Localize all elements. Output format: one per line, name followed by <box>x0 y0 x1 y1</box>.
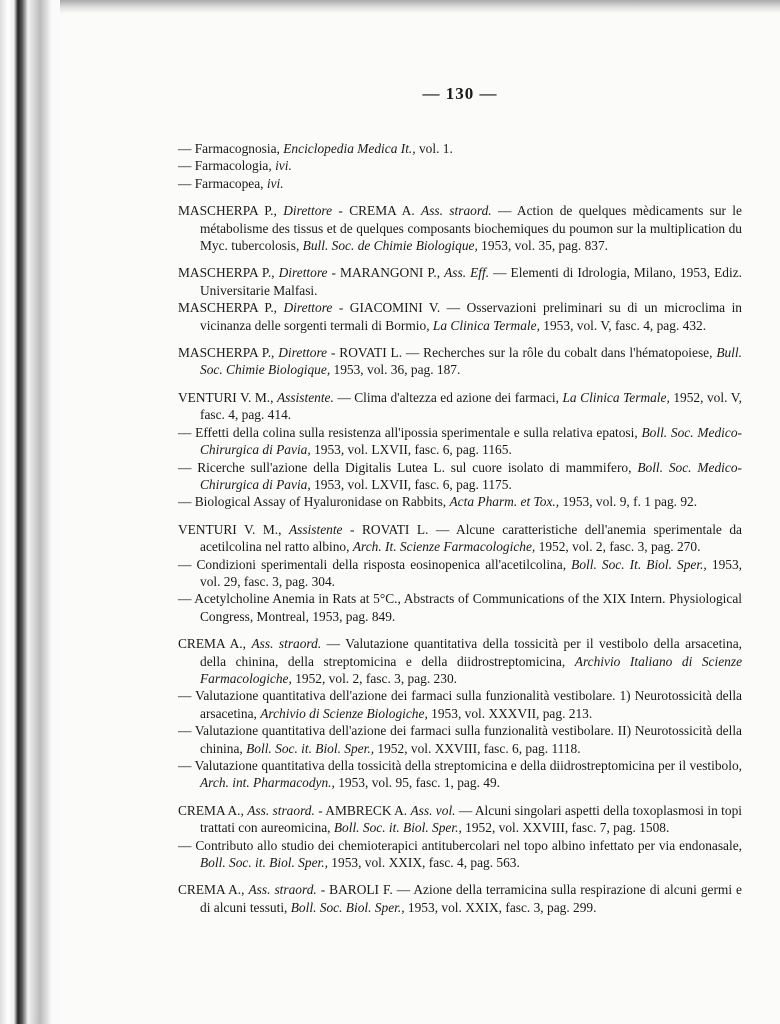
entry-text: — Alcuni singolari aspetti della toxoplasmosi in topi trattati con aureomicina, <box>200 802 742 836</box>
bibliography-group <box>178 635 742 792</box>
italic-text: Ass. straord. <box>248 882 317 898</box>
italic-text: Ass. straord. <box>421 203 492 219</box>
bibliography-entry <box>178 521 742 556</box>
italic-text: Enciclopedia Medica It., <box>283 141 416 156</box>
entry-text: VENTURI V. M., <box>178 521 289 537</box>
entry-text: - MARANGONI P., <box>327 265 445 281</box>
entry-text: vol. 1. <box>415 141 453 156</box>
italic-text: Ass. vol. <box>410 802 456 818</box>
bibliography-entry <box>178 389 742 424</box>
entry-text: 1953, vol. XXIX, fasc. 3, pag. 299. <box>404 899 597 915</box>
italic-text: Bull. Soc. Chimie Biologique, <box>200 345 742 378</box>
italic-text: Arch. It. Scienze Farmacologiche, <box>352 539 536 555</box>
entry-text: CREMA A., <box>178 636 252 652</box>
bibliography-entry <box>178 157 742 174</box>
italic-text: Direttore <box>278 265 328 281</box>
entry-text: — Biological Assay of Hyaluronidase on Rabbits, <box>178 494 450 510</box>
italic-text: Acta Pharm. et Tox., <box>449 494 560 510</box>
entry-text: — Contributo allo studio dei chemioterapici antitubercolari nel topo albino infettato per via endonasale, <box>178 837 742 853</box>
bibliography-entry <box>178 802 742 837</box>
bibliography-group <box>178 389 742 511</box>
bibliography-group <box>178 521 742 625</box>
entry-text: - ROVATI L. — Alcune caratteristiche dell'anemia sperimentale da acetilcolina nel ratto albino, <box>200 521 742 555</box>
bibliography-list <box>178 140 742 926</box>
entry-text: 1953, vol. 95, fasc. 1, pag. 49. <box>334 775 501 791</box>
italic-text: Boll. Soc. It. Biol. Sper., <box>571 556 707 572</box>
entry-text: — Acetylcholine Anemia in Rats at 5°C., Abstracts of Communications of the XIX Intern. Physiological Congress, Montreal, 1953, pag. 849. <box>178 591 742 624</box>
italic-text: Ass. straord. <box>251 636 322 652</box>
entry-text: MASCHERPA P., <box>178 203 284 219</box>
bibliography-entry <box>178 424 742 459</box>
italic-text: Bull. Soc. de Chimie Biologique, <box>302 238 478 254</box>
entry-text: 1953, vol. LXVII, fasc. 6, pag. 1165. <box>310 442 512 458</box>
bibliography-entry <box>178 881 742 916</box>
entry-text: 1953, vol. XXXVII, pag. 213. <box>427 705 593 721</box>
entry-text: 1952, vol. 2, fasc. 3, pag. 230. <box>291 670 457 686</box>
entry-text: 1953, vol. 36, pag. 187. <box>330 362 461 378</box>
italic-text: Direttore <box>283 300 333 316</box>
entry-text: - AMBRECK A. <box>314 802 411 818</box>
bibliography-entry <box>178 837 742 872</box>
italic-text: La Clinica Termale, <box>562 389 670 405</box>
italic-text: Archivio Italiano di Scienze Farmacologiche, <box>200 653 743 686</box>
entry-text: 1953, vol. V, fasc. 4, pag. 432. <box>539 317 707 333</box>
entry-text: CREMA A., <box>178 882 249 898</box>
entry-text: 1952, vol. XXVIII, fasc. 7, pag. 1508. <box>461 820 670 836</box>
entry-text: — Valutazione quantitativa dell'azione dei farmaci sulla funzionalità vestibolare. 1) Neurotossicità della arsacetina, <box>178 688 742 721</box>
italic-text: La Clinica Termale, <box>432 317 540 333</box>
italic-text: Archivio di Scienze Biologiche, <box>260 705 428 721</box>
italic-text: Direttore <box>278 345 328 361</box>
bibliography-entry <box>178 635 742 687</box>
italic-text: Assistente. <box>276 389 334 405</box>
entry-text: — Valutazione quantitativa dell'azione dei farmaci sulla funzionalità vestibolare. II) Neurotossicità della chinina, <box>178 723 742 756</box>
italic-text: ivi. <box>266 175 284 191</box>
bibliography-group <box>178 140 742 192</box>
bibliography-entry <box>178 299 742 334</box>
entry-text: 1953, vol. LXVII, fasc. 6, pag. 1175. <box>310 476 512 492</box>
italic-text: Boll. Soc. it. Biol. Sper., <box>246 740 375 756</box>
entry-text: — Valutazione quantitativa della tossicità per il vestibolo della arsacetina, della chinina, della streptomicina e della diidrostreptomicina, <box>200 636 743 669</box>
italic-text: Boll. Soc. Medico-Chirurgica di Pavia, <box>200 424 742 458</box>
entry-text: — Ricerche sull'azione della Digitalis Lutea L. sul cuore isolato di mammifero, <box>178 459 638 475</box>
italic-text: Assistente <box>288 521 343 537</box>
bibliography-entry <box>178 264 742 299</box>
entry-text: 1953, vol. 9, f. 1 pag. 92. <box>559 494 698 510</box>
entry-text: VENTURI V. M., <box>178 389 277 405</box>
entry-text: - ROVATI L. — Recherches sur la rôle du cobalt dans l'hématopoiese, <box>327 345 717 361</box>
bibliography-entry <box>178 556 742 591</box>
entry-text: — Clima d'altezza ed azione dei farmaci, <box>333 389 563 405</box>
italic-text: ivi. <box>275 158 292 174</box>
bibliography-entry <box>178 202 742 254</box>
bibliography-entry <box>178 757 742 792</box>
entry-text: MASCHERPA P., <box>178 345 279 361</box>
italic-text: Boll. Soc. Biol. Sper., <box>290 899 405 915</box>
bibliography-entry <box>178 140 742 157</box>
entry-text: 1953, vol. 29, fasc. 3, pag. 304. <box>200 556 742 589</box>
bibliography-group <box>178 344 742 379</box>
bibliography-entry <box>178 687 742 722</box>
entry-text: — Elementi di Idrologia, Milano, 1953, Ediz. Universitarie Malfasi. <box>200 265 743 298</box>
italic-text: Arch. int. Pharmacodyn., <box>200 775 335 791</box>
italic-text: Ass. Eff. <box>444 265 490 281</box>
page-top-edge <box>60 0 780 14</box>
bibliography-entry <box>178 344 742 379</box>
entry-text: — Condizioni sperimentali della risposta eosinopenica all'acetilcolina, <box>178 556 572 572</box>
book-binding-edge <box>0 0 62 1024</box>
entry-text: 1952, vol. 2, fasc. 3, pag. 270. <box>535 539 701 555</box>
entry-text: CREMA A., <box>178 802 248 818</box>
entry-text: MASCHERPA P., <box>178 300 284 316</box>
bibliography-entry <box>178 493 742 510</box>
bibliography-entry <box>178 175 742 192</box>
bibliography-group <box>178 202 742 254</box>
entry-text: — Effetti della colina sulla resistenza all'ipossia sperimentale e sulla relativa epatosi, <box>178 424 642 440</box>
entry-text: 1953, vol. XXIX, fasc. 4, pag. 563. <box>327 855 520 871</box>
entry-text: 1952, vol. V, fasc. 4, pag. 414. <box>200 389 742 423</box>
entry-text: - GIACOMINI V. — Osservazioni preliminari su di un microclima in vicinanza delle sorgenti termali di Bormio, <box>200 300 742 333</box>
italic-text: Boll. Soc. it. Biol. Sper., <box>200 855 328 871</box>
bibliography-group <box>178 802 742 872</box>
entry-text: 1952, vol. XXVIII, fasc. 6, pag. 1118. <box>374 740 581 756</box>
entry-text: MASCHERPA P., <box>178 265 279 281</box>
italic-text: Direttore <box>283 203 333 219</box>
italic-text: Ass. straord. <box>247 802 315 818</box>
page-number: — 130 — <box>422 84 498 103</box>
bibliography-group <box>178 881 742 916</box>
entry-text: - CREMA A. <box>332 203 422 219</box>
italic-text: Boll. Soc. it. Biol. Sper., <box>333 820 462 836</box>
bibliography-entry <box>178 590 742 625</box>
bibliography-entry <box>178 459 742 494</box>
italic-text: Boll. Soc. Medico-Chirurgica di Pavia, <box>200 459 742 492</box>
bibliography-group <box>178 264 742 334</box>
entry-text: - BAROLI F. — Azione della terramicina sulla respirazione di alcuni germi e di alcuni tessuti, <box>200 882 742 915</box>
entry-text: — Farmacopea, <box>178 175 267 191</box>
entry-text: — Farmacognosia, <box>178 141 284 156</box>
entry-text: — Valutazione quantitativa della tossicità della streptomicina e della diidrostreptomicina per il vestibolo, <box>178 758 742 773</box>
bibliography-entry <box>178 722 742 757</box>
entry-text: 1953, vol. 35, pag. 837. <box>477 238 609 254</box>
entry-text: — Action de quelques mèdicaments sur le métabolisme des tissus et de quelques composants biochemiques du poumon sur la multiplication du Myc. tubercolosis, <box>200 203 742 254</box>
entry-text: — Farmacologia, <box>178 158 276 174</box>
